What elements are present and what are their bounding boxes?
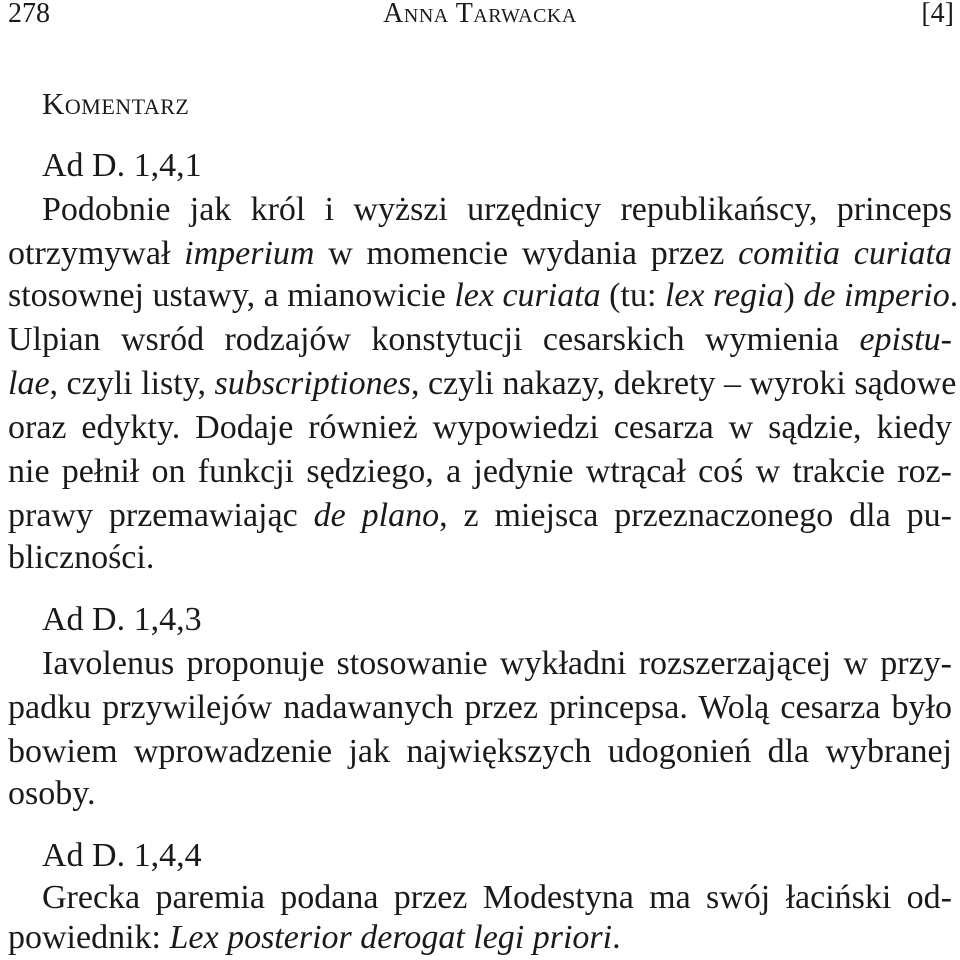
text-line: Iavolenus proponuje stosowanie wykładni rozszerzającej w przy-: [42, 645, 952, 682]
text-line: oraz edykty. Dodaje również wypowiedzi cesarza w sądzie, kiedy: [8, 409, 952, 446]
section-ref: Ad D. 1,4,1: [42, 147, 202, 184]
text-line: nie pełnił on funkcji sędziego, a jedynie wtrącał coś w trakcie roz-: [8, 453, 952, 490]
text-line: stosownej ustawy, a mianowicie lex curiata (tu: lex regia) de imperio.: [8, 277, 959, 314]
page-number: 278: [8, 0, 50, 29]
text-line: Ulpian wsród rodzajów konstytucji cesarskich wymienia epistu-: [8, 321, 952, 358]
text-line: powiednik: Lex posterior derogat legi priori.: [8, 919, 621, 956]
section-ref: Ad D. 1,4,4: [42, 837, 202, 874]
text-line: osoby.: [8, 775, 96, 812]
section-heading: Komentarz: [42, 86, 190, 121]
section-ref: Ad D. 1,4,3: [42, 601, 202, 638]
text-line: Podobnie jak król i wyższi urzędnicy republikańscy, princeps: [42, 191, 952, 228]
section-number: [4]: [921, 0, 954, 29]
text-line: bliczności.: [8, 539, 155, 576]
text-line: padku przywilejów nadawanych przez princepsa. Wolą cesarza było: [8, 689, 952, 726]
running-author: Anna Tarwacka: [383, 0, 577, 29]
text-line: prawy przemawiając de plano, z miejsca przeznaczonego dla pu-: [8, 497, 952, 534]
text-line: otrzymywał imperium w momencie wydania przez comitia curiata: [8, 235, 952, 272]
text-line: lae, czyli listy, subscriptiones, czyli nakazy, dekrety – wyroki sądowe: [8, 365, 957, 402]
text-line: Grecka paremia podana przez Modestyna ma swój łaciński od-: [42, 879, 952, 916]
text-line: bowiem wprowadzenie jak największych udogonień dla wybranej: [8, 733, 952, 770]
